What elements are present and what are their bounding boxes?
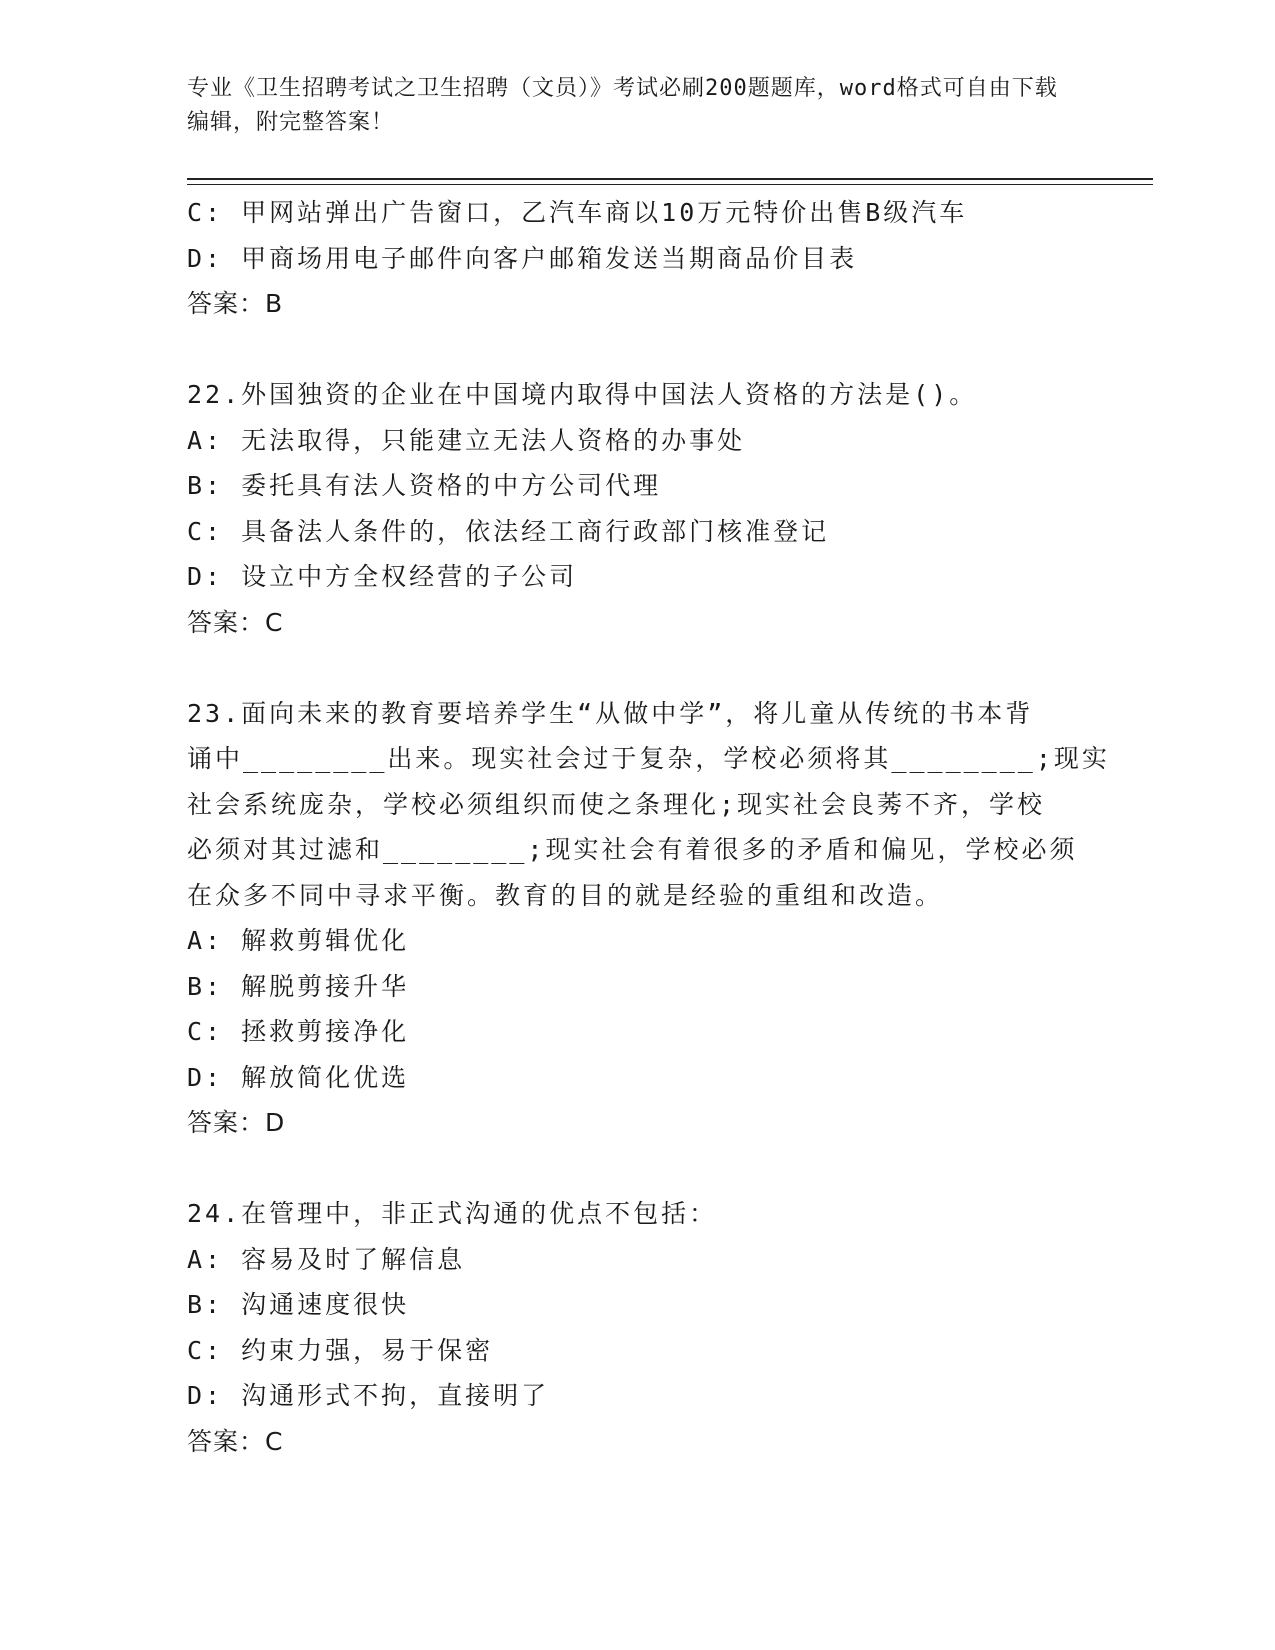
- spacer: [187, 327, 1077, 373]
- prev-question-tail: [187, 190, 1077, 327]
- option-d: D: 设立中方全权经营的子公司: [187, 562, 578, 591]
- question-stem-line-3: 社会系统庞杂，学校必须组织而使之条理化;现实社会良莠不齐，学校: [187, 789, 1046, 819]
- answer-label: 答案：C: [187, 1426, 284, 1456]
- answer-label: 答案：C: [187, 607, 284, 637]
- document-title: 专业《卫生招聘考试之卫生招聘（文员）》考试必刷200题题库，word格式可自由下载编辑，附完整答案！: [187, 76, 1058, 135]
- answer-label: 答案：D: [187, 1108, 286, 1137]
- question-stem: 22.外国独资的企业在中国境内取得中国法人资格的方法是()。: [187, 380, 978, 409]
- option-a: A: 容易及时了解信息: [187, 1244, 466, 1274]
- spacer: [187, 1146, 1077, 1192]
- option-a: A: 无法取得，只能建立无法人资格的办事处: [187, 425, 746, 455]
- question-stem-line-1: 23.面向未来的教育要培养学生“从做中学”，将儿童从传统的书本背: [187, 698, 1034, 728]
- question-stem: 24.在管理中，非正式沟通的优点不包括：: [187, 1199, 718, 1228]
- option-b: B: 委托具有法人资格的中方公司代理: [187, 471, 662, 500]
- spacer: [187, 645, 1077, 691]
- option-c: C: 拯救剪接净化: [187, 1017, 410, 1046]
- option-c: C: 约束力强，易于保密: [187, 1335, 494, 1365]
- question-22: [187, 372, 1077, 645]
- option-b: B: 沟通速度很快: [187, 1290, 410, 1319]
- option-d: D: 甲商场用电子邮件向客户邮箱发送当期商品价目表: [187, 243, 858, 273]
- question-stem-line-4: 必须对其过滤和________;现实社会有着很多的矛盾和偏见，学校必须: [187, 835, 1078, 864]
- question-stem-line-5: 在众多不同中寻求平衡。教育的目的就是经验的重组和改造。: [187, 880, 944, 910]
- option-a: A: 解救剪辑优化: [187, 926, 410, 955]
- answer-label: 答案：B: [187, 289, 284, 318]
- question-stem-line-2: 诵中________出来。现实社会过于复杂，学校必须将其________;现实: [187, 744, 1110, 773]
- option-c: C: 具备法人条件的，依法经工商行政部门核准登记: [187, 516, 830, 546]
- question-content: [187, 190, 1110, 1464]
- option-b: B: 解脱剪接升华: [187, 971, 410, 1001]
- question-23: [187, 691, 1110, 1146]
- document-header: [187, 72, 1067, 140]
- header-rule-thick: [187, 178, 1153, 180]
- header-rule-thin: [187, 184, 1153, 185]
- option-d: D: 沟通形式不拘，直接明了: [187, 1381, 550, 1410]
- question-24: [187, 1191, 1077, 1464]
- option-d: D: 解放简化优选: [187, 1062, 410, 1092]
- option-c: C: 甲网站弹出广告窗口，乙汽车商以10万元特价出售B级汽车: [187, 198, 968, 227]
